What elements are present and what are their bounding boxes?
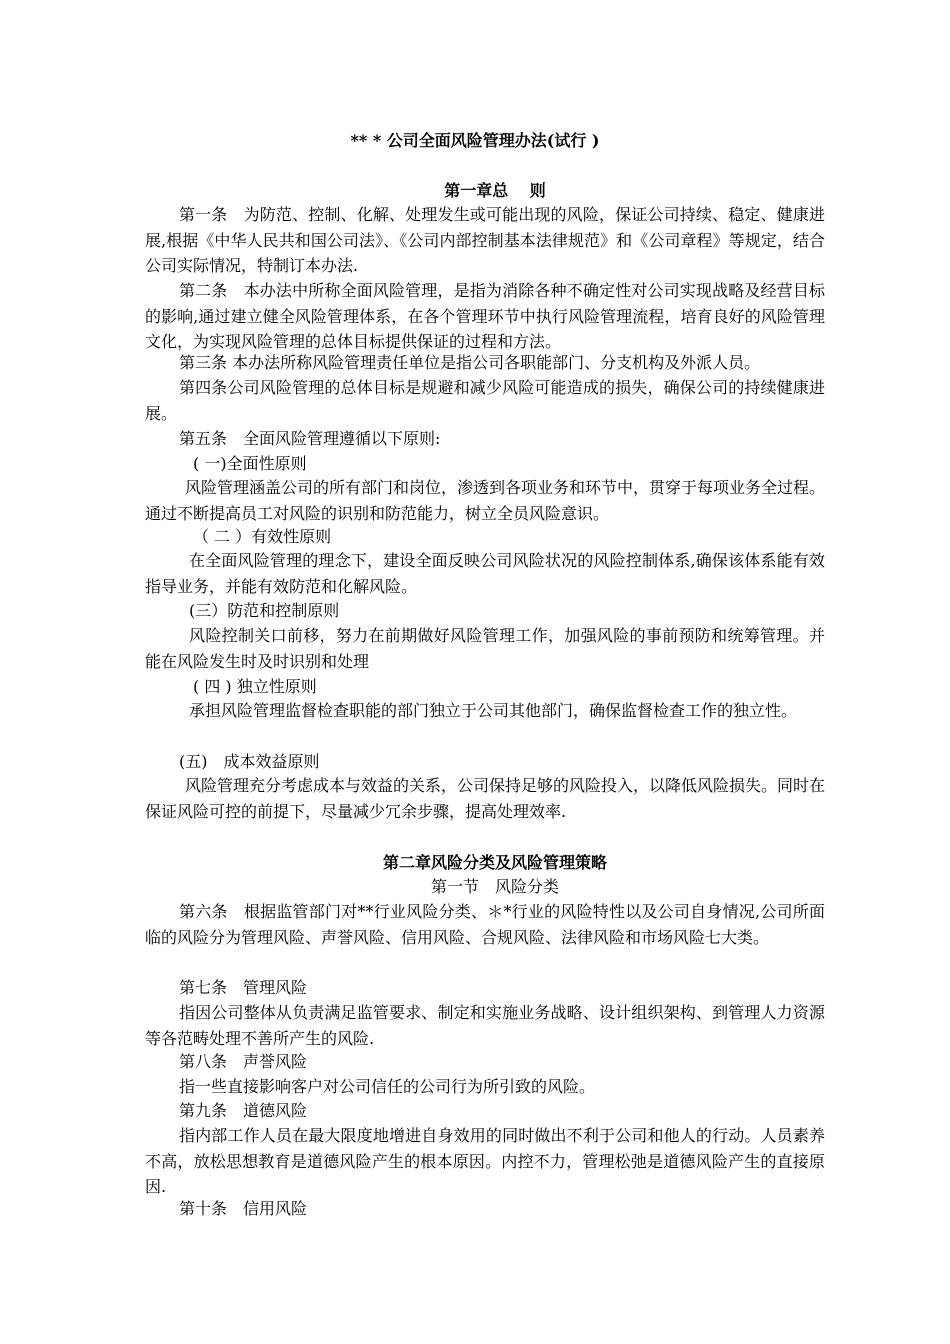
article-5: 第五条 全面风险管理遵循以下原则: bbox=[179, 429, 441, 448]
article-9: 第九条 道德风险 bbox=[179, 1101, 308, 1120]
principle-5-body: 风险管理充分考虑成本与效益的关系，公司保持足够的风险投入，以降低风险损失。同时在保证风险可控的前提下，尽量减少冗余步骤，提高处理效率. bbox=[145, 776, 826, 821]
principle-4-body: 承担风险管理监督检查职能的部门独立于公司其他部门，确保监督检查工作的独立性。 bbox=[189, 701, 798, 720]
section-1-heading: 第一节 风险分类 bbox=[430, 877, 559, 896]
article-9-body: 指内部工作人员在最大限度地增进自身效用的同时做出不利于公司和他人的行动。人员素养不高，放松思想教育是道德风险产生的根本原因。内控不力，管理松弛是道德风险产生的直接原因. bbox=[145, 1126, 825, 1196]
article-8: 第八条 声誉风险 bbox=[179, 1052, 308, 1071]
chapter-2-heading: 第二章风险分类及风险管理策略 bbox=[382, 853, 607, 872]
principle-2-body: 在全面风险管理的理念下，建设全面反映公司风险状况的风险控制体系,确保该体系能有效指导业务，并能有效防范和化解风险。 bbox=[145, 551, 825, 596]
document-title: ** * 公司全面风险管理办法(试行 ) bbox=[350, 131, 600, 150]
principle-1-title: ( 一)全面性原则 bbox=[193, 454, 307, 473]
principle-3-body: 风险控制关口前移，努力在前期做好风险管理工作，加强风险的事前预防和统筹管理。并能在风险发生时及时识别和处理 bbox=[145, 626, 825, 671]
article-4: 第四条公司风险管理的总体目标是规避和减少风险可能造成的损失，确保公司的持续健康进展。 bbox=[145, 378, 825, 423]
article-7: 第七条 管理风险 bbox=[179, 978, 308, 997]
principle-5-title: (五) 成本效益原则 bbox=[179, 752, 320, 771]
principle-4-title: ( 四 ) 独立性原则 bbox=[193, 677, 317, 696]
chapter-1-heading: 第一章总 则 bbox=[444, 181, 546, 200]
article-3: 第三条 本办法所称风险管理责任单位是指公司各职能部门、分支机构及外派人员。 bbox=[179, 353, 761, 372]
article-1: 第一条 为防范、控制、化解、处理发生或可能出现的风险，保证公司持续、稳定、健康进展,根据《中华人民共和国公司法》、《公司内部控制基本法律规范》和《公司章程》等规定，结合公司实际情况，特制订本办法. bbox=[145, 205, 825, 275]
principle-2-title: （ 二 ）有效性原则 bbox=[193, 527, 332, 546]
principle-1-body: 风险管理涵盖公司的所有部门和岗位，渗透到各项业务和环节中，贯穿于每项业务全过程。通过不断提高员工对风险的识别和防范能力，树立全员风险意识。 bbox=[145, 478, 826, 523]
article-6: 第六条 根据监管部门对**行业风险分类、＊*行业的风险特性以及公司自身情况,公司所面临的风险分为管理风险、声誉风险、信用风险、合规风险、法律风险和市场风险七大类。 bbox=[145, 902, 825, 947]
article-7-body: 指因公司整体从负责满足监管要求、制定和实施业务战略、设计组织架构、到管理人力资源等各范畴处理不善所产生的风险. bbox=[145, 1003, 825, 1048]
principle-3-title: (三）防范和控制原则 bbox=[189, 601, 340, 620]
article-2: 第二条 本办法中所称全面风险管理，是指为消除各种不确定性对公司实现战略及经营目标的影响,通过建立健全风险管理体系，在各个管理环节中执行风险管理流程，培育良好的风险管理文化，为实现风险管理的总体目标提供保证的过程和方法。 bbox=[145, 281, 825, 351]
article-10: 第十条 信用风险 bbox=[179, 1199, 308, 1218]
article-8-body: 指一些直接影响客户对公司信任的公司行为所引致的风险。 bbox=[179, 1077, 596, 1096]
